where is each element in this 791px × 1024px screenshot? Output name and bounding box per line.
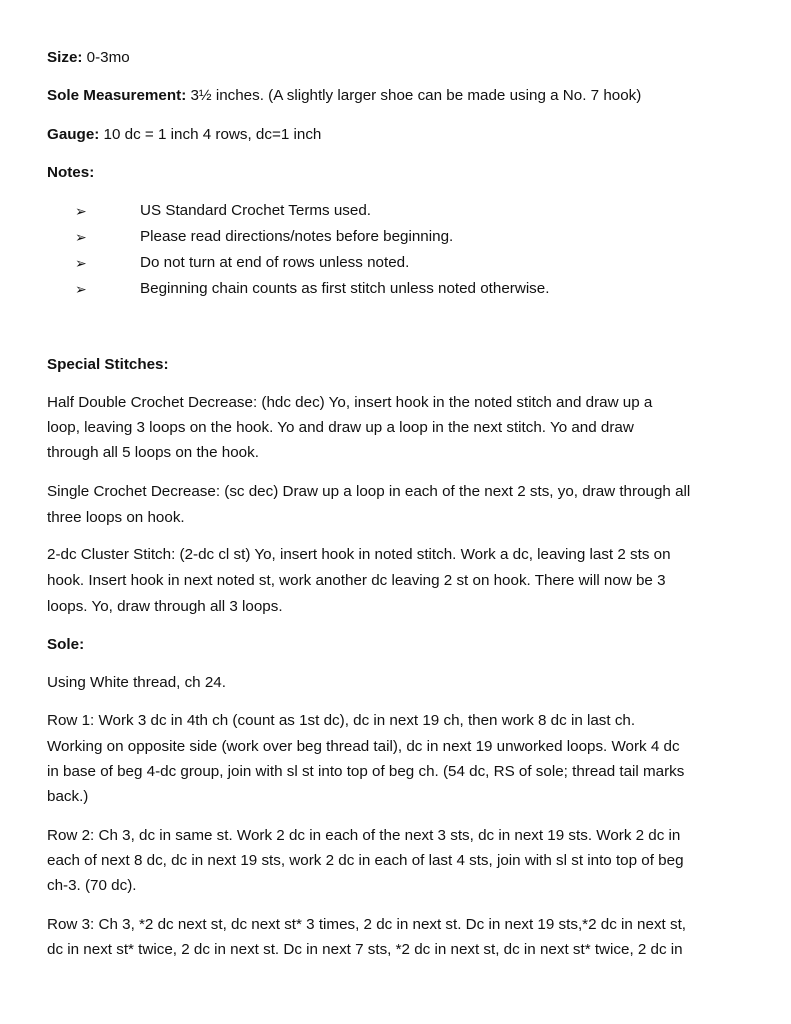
sole-heading: Sole: <box>47 636 85 653</box>
gauge-value: 10 dc = 1 inch 4 rows, dc=1 inch <box>99 126 322 143</box>
notes-item-text: US Standard Crochet Terms used. <box>140 202 372 219</box>
arrow-bullet-icon: ➢ <box>75 255 87 271</box>
gauge-line <box>47 125 321 145</box>
paragraph-line: Row 3: Ch 3, *2 dc next st, dc next st* 3 times, 2 dc in next st. Dc in next 19 sts,*2 dc in next st, <box>47 916 687 933</box>
sole-intro: Using White thread, ch 24. <box>47 674 226 691</box>
paragraph-line: loops. Yo, draw through all 3 loops. <box>47 598 283 615</box>
arrow-bullet-icon: ➢ <box>75 229 87 245</box>
arrow-bullet-icon: ➢ <box>75 281 87 297</box>
paragraph-line: Half Double Crochet Decrease: (hdc dec) Yo, insert hook in the noted stitch and draw up a <box>47 394 653 411</box>
paragraph-line: Working on opposite side (work over beg thread tail), dc in next 19 unworked loops. Work 4 dc <box>47 738 680 755</box>
paragraph-line: three loops on hook. <box>47 509 185 526</box>
sole-measurement-value: 3½ inches. (A slightly larger shoe can be made using a No. 7 hook) <box>186 87 642 104</box>
paragraph-line: hook. Insert hook in next noted st, work another dc leaving 2 st on hook. There will now be 3 <box>47 572 666 589</box>
paragraph-line: Row 2: Ch 3, dc in same st. Work 2 dc in each of the next 3 sts, dc in next 19 sts. Work 2 dc in <box>47 827 681 844</box>
paragraph-line: ch-3. (70 dc). <box>47 877 137 894</box>
notes-item-text: Please read directions/notes before beginning. <box>140 228 454 245</box>
paragraph-line: each of next 8 dc, dc in next 19 sts, work 2 dc in each of last 4 sts, join with sl st into top of beg <box>47 852 684 869</box>
notes-item-text: Do not turn at end of rows unless noted. <box>140 254 410 271</box>
paragraph-line: loop, leaving 3 loops on the hook. Yo and draw up a loop in the next stitch. Yo and draw <box>47 419 634 436</box>
paragraph-line: Single Crochet Decrease: (sc dec) Draw up a loop in each of the next 2 sts, yo, draw through all <box>47 483 691 500</box>
size-label: Size: <box>47 49 83 66</box>
size-value: 0-3mo <box>82 49 130 66</box>
gauge-label: Gauge: <box>47 126 100 143</box>
size-line <box>47 48 130 68</box>
sole-measurement-line <box>47 86 641 106</box>
special-stitches-heading: Special Stitches: <box>47 356 169 373</box>
paragraph-line: 2-dc Cluster Stitch: (2-dc cl st) Yo, insert hook in noted stitch. Work a dc, leaving last 2 sts on <box>47 546 671 563</box>
paragraph-line: dc in next st* twice, 2 dc in next st. Dc in next 7 sts, *2 dc in next st, dc in next st* twice, 2 dc in <box>47 941 683 958</box>
arrow-bullet-icon: ➢ <box>75 203 87 219</box>
sole-measurement-label: Sole Measurement: <box>47 87 187 104</box>
paragraph-line: through all 5 loops on the hook. <box>47 444 259 461</box>
notes-heading: Notes: <box>47 164 95 181</box>
paragraph-line: back.) <box>47 788 89 805</box>
paragraph-line: in base of beg 4-dc group, join with sl st into top of beg ch. (54 dc, RS of sole; thread tail marks <box>47 763 685 780</box>
notes-item-text: Beginning chain counts as first stitch unless noted otherwise. <box>140 280 550 297</box>
paragraph-line: Row 1: Work 3 dc in 4th ch (count as 1st dc), dc in next 19 ch, then work 8 dc in last ch. <box>47 712 636 729</box>
